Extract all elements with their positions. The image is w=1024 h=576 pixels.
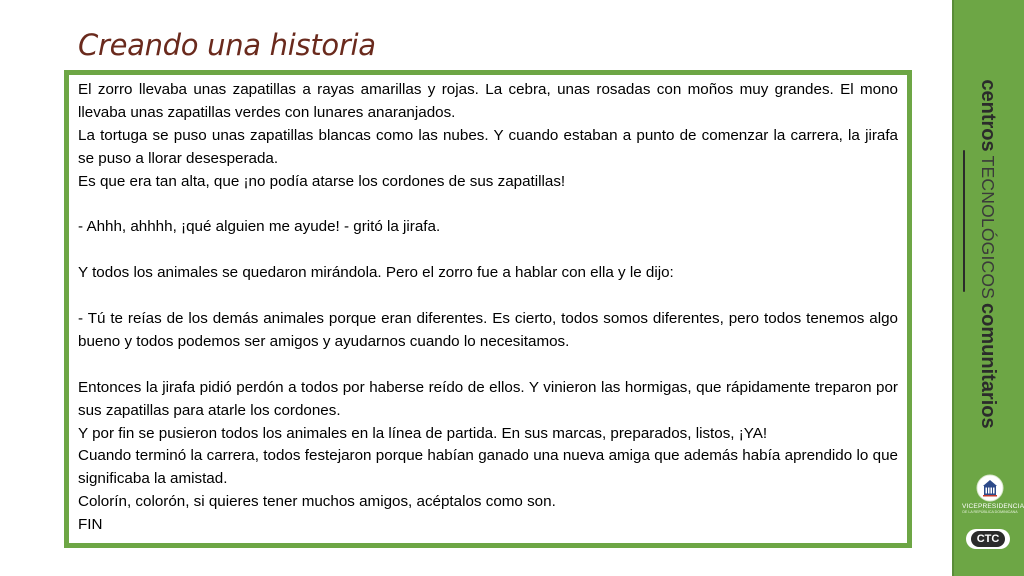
- ctc-label: CTC: [971, 531, 1006, 547]
- vp-subtitle: DE LA REPÚBLICA DOMINICANA: [962, 510, 1018, 514]
- story-paragraph: - Ahhh, ahhhh, ¡qué alguien me ayude! - gritó la jirafa.: [78, 218, 441, 236]
- story-paragraph: FIN: [78, 516, 103, 534]
- slide-title: Creando una historia: [78, 28, 376, 62]
- story-paragraph: Y por fin se pusieron todos los animales en la línea de partida. En sus marcas, preparados, listos, ¡YA!: [78, 424, 768, 442]
- story-paragraph: Cuando terminó la carrera, todos festejaron porque habían ganado una nueva amiga que además había aprendido lo que significaba la amistad.: [78, 447, 898, 488]
- sidebar-divider: [952, 0, 954, 576]
- brand-word-tecnologicos: TECNOLÓGICOS: [978, 155, 998, 300]
- story-paragraph: Colorín, colorón, si quieres tener muchos amigos, acéptalos como son.: [78, 493, 556, 511]
- brand-word-centros: centros: [977, 79, 999, 152]
- vicepresidencia-logo: [962, 474, 1024, 514]
- building-crest-icon: [975, 474, 1005, 502]
- story-paragraph: - Tú te reías de los demás animales porque eran diferentes. Es cierto, todos somos diferentes, pero todos tenemos algo bueno y todos podemos ser amigos y ayudarnos cuando lo necesitamos.: [78, 310, 898, 350]
- ctc-badge: [966, 529, 1010, 549]
- story-paragraph: Y todos los animales se quedaron mirándola. Pero el zorro fue a hablar con ella y le dijo:: [78, 264, 674, 282]
- brand-word-comunitarios: comunitarios: [977, 303, 999, 429]
- brand-wordmark: [978, 79, 998, 428]
- story-paragraph: El zorro llevaba unas zapatillas a rayas amarillas y rojas. La cebra, unas rosadas con moños muy grandes. El mono llevaba unas zapatillas verdes con lunares anaranjados.: [78, 81, 898, 121]
- story-paragraph: La tortuga se puso unas zapatillas blancas como las nubes. Y cuando estaban a punto de comenzar la carrera, la jirafa se puso a llorar desesperada.: [78, 126, 898, 167]
- brand-underline: [963, 150, 965, 292]
- story-paragraph: Es que era tan alta, que ¡no podía atarse los cordones de sus zapatillas!: [78, 172, 566, 190]
- story-text-box: [64, 70, 912, 548]
- story-paragraph: Entonces la jirafa pidió perdón a todos por haberse reído de ellos. Y vinieron las hormigas, que rápidamente treparon por sus zapatillas para atarle los cordones.: [78, 378, 898, 419]
- vp-title: VICEPRESIDENCIA: [962, 503, 1024, 510]
